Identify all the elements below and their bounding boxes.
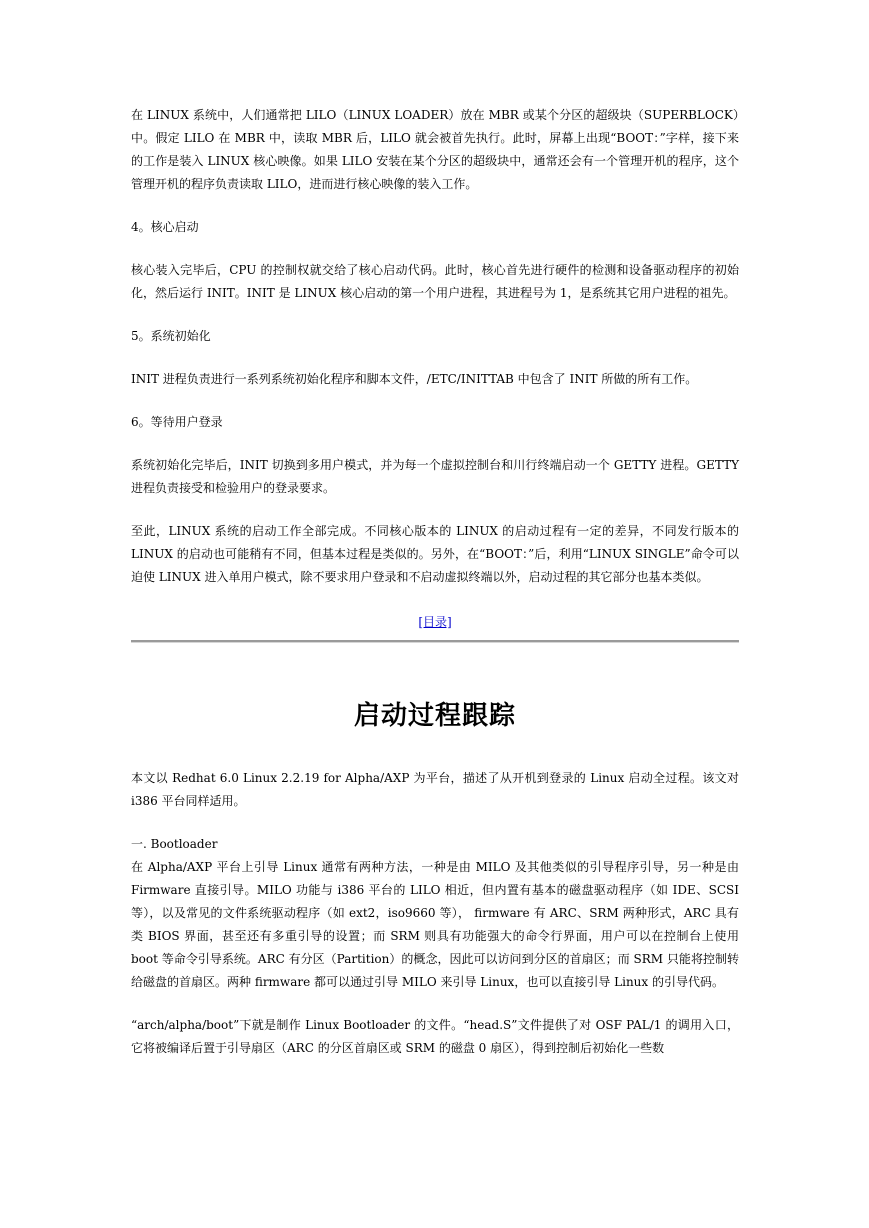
paragraph-intro: 本文以 Redhat 6.0 Linux 2.2.19 for Alpha/AXP 为平台，描述了从开机到登录的 Linux 启动全过程。该文对 i386 平台同样适用。: [131, 771, 739, 808]
section-heading-kernel-start: 4。核心启动: [131, 220, 199, 234]
paragraph-bootloader: 在 Alpha/AXP 平台上引导 Linux 通常有两种方法，一种是由 MILO 及其他类似的引导程序引导，另一种是由 Firmware 直接引导。MILO 功能与 i386 平台的 LILO 相近，但内置有基本的磁盘驱动程序（如 IDE、SCSI 等），以及常见的文件系统驱动程序（如 ext2，iso9660 等）， firmware 有 ARC、SRM 两种形式，ARC 具有类 BIOS 界面，甚至还有多重引导的设置；而 SRM 则具有功能强大的命令行界面，用户可以在控制台上使用 boot 等命令引导系统。ARC 有分区（Partition）的概念，因此可以访问到分区的首扇区；而 SRM 只能将控制转给磁盘的首扇区。两种 firmware 都可以通过引导 MILO 来引导 Linux，也可以直接引导 Linux 的引导代码。: [131, 860, 739, 989]
toc-container: [131, 613, 739, 631]
paragraph-summary: 至此，LINUX 系统的启动工作全部完成。不同核心版本的 LINUX 的启动过程有一定的差异，不同发行版本的 LINUX 的启动也可能稍有不同，但基本过程是类似的。另外，在“BOOT：”后，利用“LINUX SINGLE”命令可以迫使 LINUX 进入单用户模式，除不要求用户登录和不启动虚拟终端以外，启动过程的其它部分也基本类似。: [131, 524, 739, 584]
horizontal-divider: [131, 640, 739, 643]
page-title: 启动过程跟踪: [353, 701, 516, 731]
toc-link[interactable]: [目录]: [418, 615, 452, 629]
paragraph-lilo: 在 LINUX 系统中，人们通常把 LILO（LINUX LOADER）放在 MBR 或某个分区的超级块（SUPERBLOCK）中。假定 LILO 在 MBR 中，读取 MBR 后，LILO 就会被首先执行。此时，屏幕上出现“BOOT：”字样，接下来的工作是装入 LINUX 核心映像。如果 LILO 安装在某个分区的超级块中，通常还会有一个管理开机的程序，这个管理开机的程序负责读取 LILO，进而进行核心映像的装入工作。: [131, 108, 739, 191]
section-heading-bootloader: 一. Bootloader: [131, 837, 218, 851]
paragraph-arch-boot: “arch/alpha/boot”下就是制作 Linux Bootloader 的文件。“head.S”文件提供了对 OSF PAL/1 的调用入口，它将被编译后置于引导扇区（ARC 的分区首扇区或 SRM 的磁盘 0 扇区），得到控制后初始化一些数: [131, 1018, 739, 1055]
section-heading-system-init: 5。系统初始化: [131, 329, 211, 343]
paragraph-system-init: INIT 进程负责进行一系列系统初始化程序和脚本文件，/ETC/INITTAB 中包含了 INIT 所做的所有工作。: [131, 372, 698, 386]
paragraph-kernel-start: 核心装入完毕后，CPU 的控制权就交给了核心启动代码。此时，核心首先进行硬件的检测和设备驱动程序的初始化，然后运行 INIT。INIT 是 LINUX 核心启动的第一个用户进程，其进程号为 1，是系统其它用户进程的祖先。: [131, 263, 739, 300]
paragraph-wait-login: 系统初始化完毕后，INIT 切换到多用户模式，并为每一个虚拟控制台和川行终端启动一个 GETTY 进程。GETTY 进程负责接受和检验用户的登录要求。: [131, 458, 739, 495]
section-heading-wait-login: 6。等待用户登录: [131, 415, 223, 429]
document-page: [131, 104, 739, 1060]
